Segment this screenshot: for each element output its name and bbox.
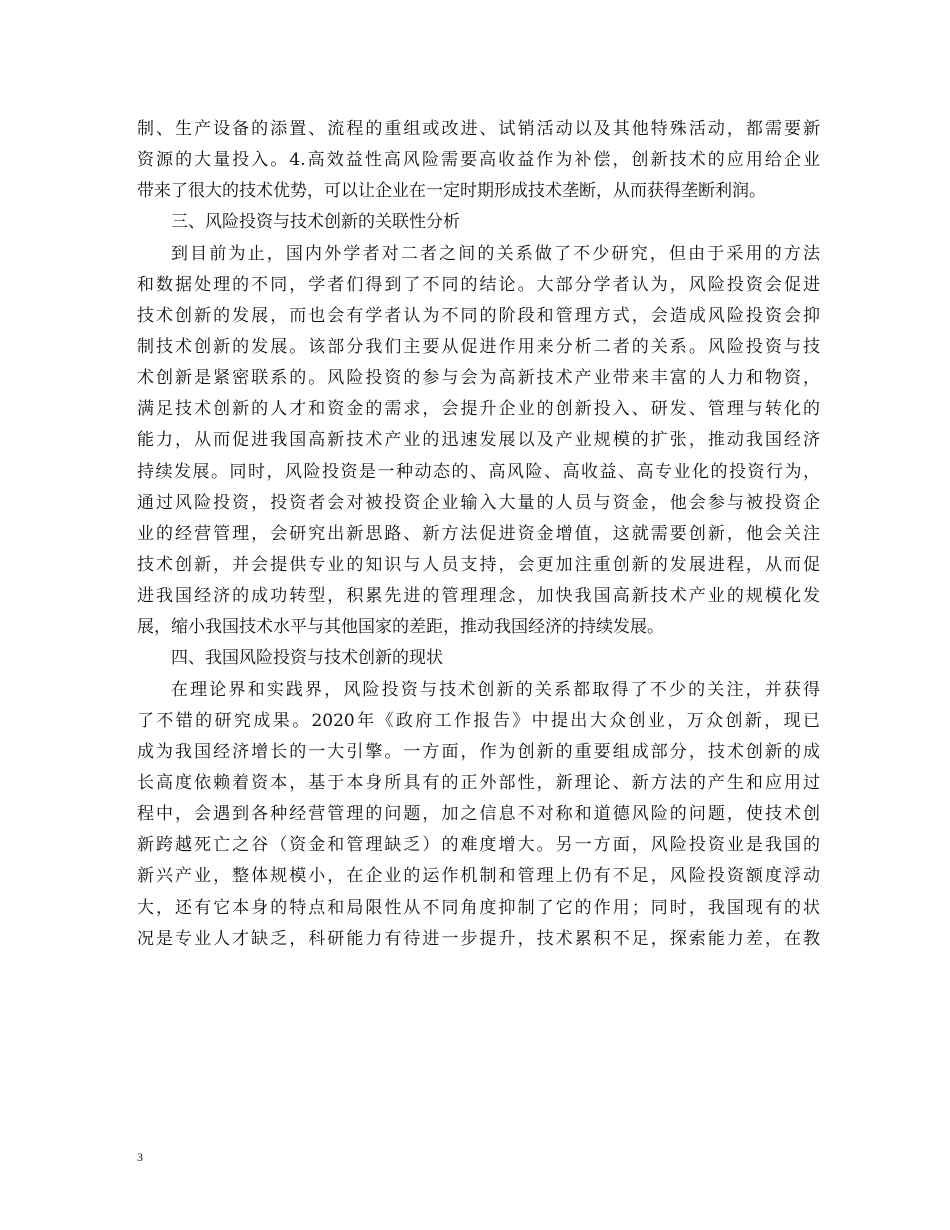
text-line: 新跨越死亡之谷（资金和管理缺乏）的难度增大。另一方面，风险投资业是我国的 bbox=[137, 835, 820, 856]
text-line: 况是专业人才缺乏，科研能力有待进一步提升，技术累积不足，探索能力差，在教 bbox=[137, 928, 820, 949]
text-line: 技术创新，并会提供专业的知识与人员支持，会更加注重创新的发展进程，从而促 bbox=[137, 554, 820, 575]
text-line: 持续发展。同时，风险投资是一种动态的、高风险、高收益、高专业化的投资行为， bbox=[137, 461, 820, 482]
page-number: 3 bbox=[137, 1150, 143, 1164]
text-line: 程中，会遇到各种经营管理的问题，加之信息不对称和道德风险的问题，使技术创 bbox=[137, 804, 820, 825]
text-line: 制、生产设备的添置、流程的重组或改进、试销活动以及其他特殊活动，都需要新 bbox=[137, 119, 820, 139]
text-line: 和数据处理的不同，学者们得到了不同的结论。大部分学者认为，风险投资会促进 bbox=[137, 274, 820, 295]
text-line: 新兴产业，整体规模小，在企业的运作机制和管理上仍有不足，风险投资额度浮动 bbox=[137, 866, 820, 887]
text-line: 业的经营管理，会研究出新思路、新方法促进资金增值，这就需要创新，他会关注 bbox=[137, 523, 820, 544]
text-line: 在理论界和实践界，风险投资与技术创新的关系都取得了不少的关注，并获得 bbox=[171, 679, 820, 700]
text-line: 成为我国经济增长的一大引擎。一方面，作为创新的重要组成部分，技术创新的成 bbox=[137, 741, 820, 762]
text-line: 带来了很大的技术优势，可以让企业在一定时期形成技术垄断，从而获得垄断利润。 bbox=[137, 181, 766, 202]
section-heading: 四、我国风险投资与技术创新的现状 bbox=[171, 648, 443, 669]
text-line: 满足技术创新的人才和资金的需求，会提升企业的创新投入、研发、管理与转化的 bbox=[137, 399, 820, 420]
text-line: 大，还有它本身的特点和局限性从不同角度抑制了它的作用；同时，我国现有的状 bbox=[137, 897, 820, 918]
text-line: 资源的大量投入。4.高效益性高风险需要高收益作为补偿，创新技术的应用给企业 bbox=[137, 150, 820, 171]
text-line: 展，缩小我国技术水平与其他国家的差距，推动我国经济的持续发展。 bbox=[137, 617, 664, 638]
text-line: 进我国经济的成功转型，积累先进的管理理念，加快我国高新技术产业的规模化发 bbox=[137, 586, 820, 607]
text-line: 术创新是紧密联系的。风险投资的参与会为高新技术产业带来丰富的人力和物资， bbox=[137, 368, 820, 389]
text-line: 技术创新的发展，而也会有学者认为不同的阶段和管理方式，会造成风险投资会抑 bbox=[137, 305, 820, 326]
text-line: 到目前为止，国内外学者对二者之间的关系做了不少研究，但由于采用的方法 bbox=[171, 243, 820, 264]
text-line: 了不错的研究成果。2020年《政府工作报告》中提出大众创业，万众创新，现已 bbox=[137, 710, 820, 731]
text-line: 长高度依赖着资本，基于本身所具有的正外部性，新理论、新方法的产生和应用过 bbox=[137, 772, 820, 793]
section-heading: 三、风险投资与技术创新的关联性分析 bbox=[171, 212, 460, 233]
text-line: 制技术创新的发展。该部分我们主要从促进作用来分析二者的关系。风险投资与技 bbox=[137, 336, 820, 357]
document-body bbox=[137, 114, 820, 955]
text-line: 通过风险投资，投资者会对被投资企业输入大量的人员与资金，他会参与被投资企 bbox=[137, 492, 820, 513]
text-line: 能力，从而促进我国高新技术产业的迅速发展以及产业规模的扩张，推动我国经济 bbox=[137, 430, 820, 451]
